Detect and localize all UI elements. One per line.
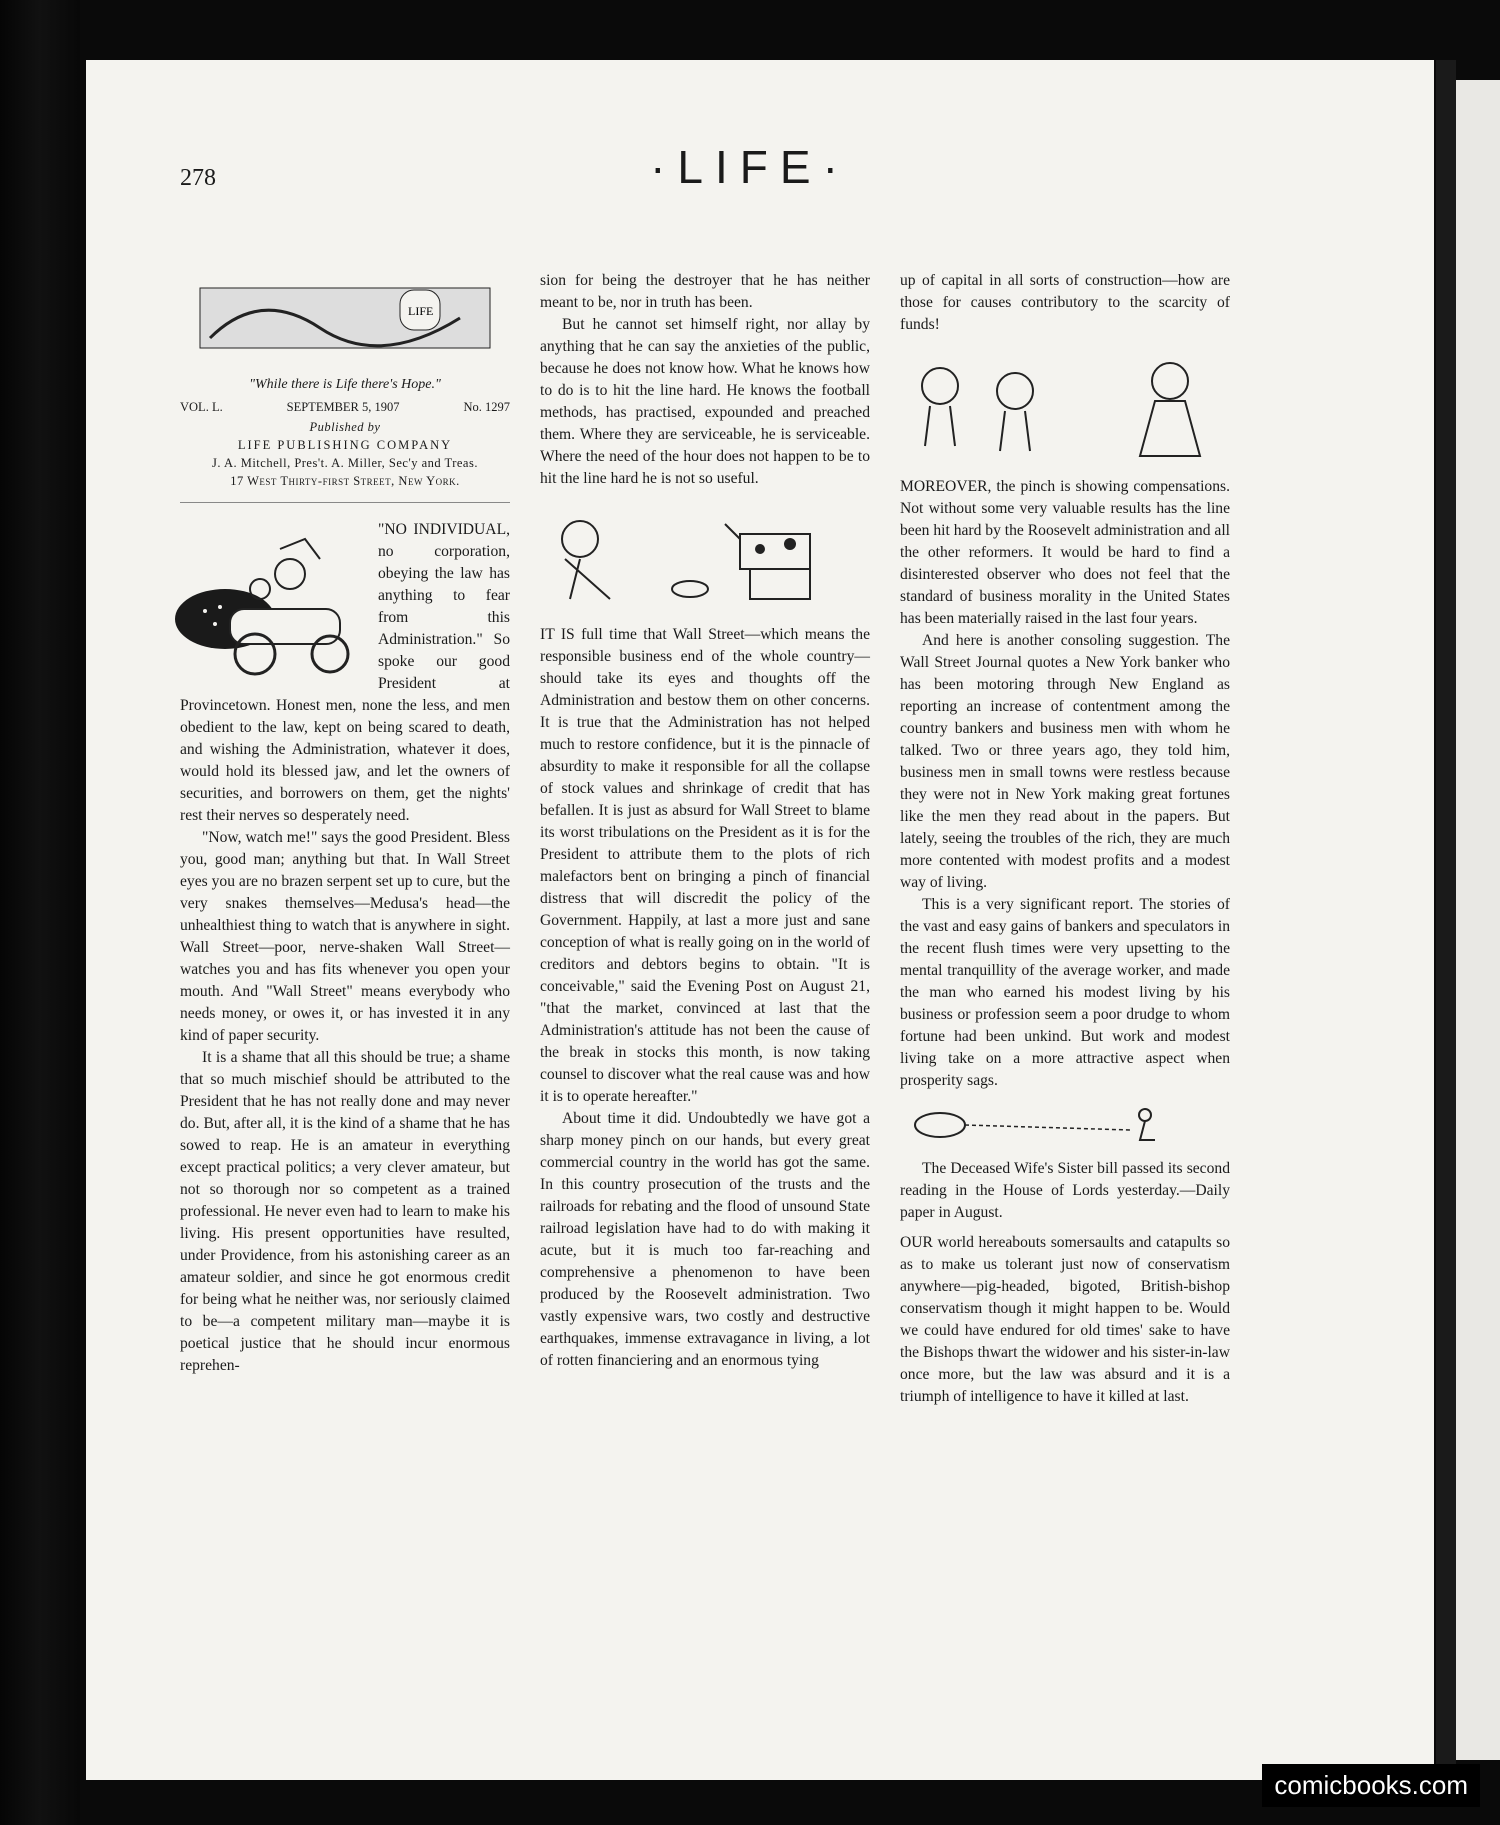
watermark: comicbooks.com	[1262, 1764, 1480, 1807]
issue-number: No. 1297	[463, 400, 510, 414]
column-1	[180, 268, 510, 1377]
officers: J. A. Mitchell, Pres't. A. Miller, Sec'y and Treas.	[212, 456, 478, 470]
paragraph: "Now, watch me!" says the good President. Bless you, good man; anything but that. In Wall Street eyes you are no brazen serpent set up to cure, but the very snakes themselves—Medusa's head—the unhealthiest thing to watch that is anywhere in sight. Wall Street—poor, nerve-shaken Wall Street—watches you and has fits whenever you open your mouth. And "Wall Street" means everybody who needs money, or owes it, or has invested it in any kind of paper security.	[180, 829, 510, 1044]
page-gutter	[1436, 60, 1456, 1780]
masthead-title: ·LIFE·	[650, 141, 850, 193]
column-2	[540, 270, 870, 1372]
paragraph: IT IS full time that Wall Street—which means the responsible business end of the whole country—should take its eyes and thoughts off the Administration and bestow them on other concerns. It is true that the Administration has not helped much to restore confidence, but it is the pinnacle of absurdity to make it responsible for all the collapse of stock values and shrinkage of credit that has befallen. It is just as absurd for Wall Street to blame its worst tribulations on the President as it is for the President to attribute them to the plots of rich malefactors bent on bringing a pinch of financial distress that will discredit the policy of the Government. Happily, at last a more just and sane conception of what is really going on in the world of creditors and debtors begins to obtain. "It is conceivable," said the Evening Post on August 21, "that the market, convinced at last that the Administration's attitude has not been the cause of the break in stocks this month, is now taking counsel to discover what the real cause was and how it is to operate hereafter."	[540, 626, 870, 1105]
paragraph: up of capital in all sorts of construction—how are those for causes contributory to the scarcity of funds!	[900, 272, 1230, 333]
toys-illustration	[540, 504, 870, 614]
paragraph: "NO INDIVIDUAL, no corporation, obeying the law has anything to fear from this Administration." So spoke our good President at Provincetown. Honest men, none the less, and men obedient to the law, kept on being scared to death, and wishing the Administration, whatever it does, would hold its blessed jaw, and let the owners of securities, and borrowers on them, get the nights' rest their nerves so desperately need.	[180, 521, 510, 824]
column-3	[900, 270, 1230, 1408]
book-spine-shadow	[0, 0, 80, 1825]
paragraph: OUR world hereabouts somersaults and catapults so as to make us tolerant just now of conservatism anywhere—pig-headed, bigoted, British-bishop conservatism though it might happen to be. Would we could have endured for old times' sake to have the Bishops thwart the widower and his sister-in-law once more, but the law was absurd and it is a triumph of intelligence to have it killed at last.	[900, 1234, 1230, 1405]
paragraph: It is a shame that all this should be true; a shame that so much mischief should be attributed to the President that he has not really done and may never do. But, after all, it is the kind of a shame that he has sowed to reap. He is an amateur in everything except practical politics; a very clever amateur, but not so thorough nor so competent as a trained professional. He never even had to learn to make his living. His present opportunities have resulted, under Providence, from his astonishing career as an amateur soldier, and since he got enormous credit for being what he neither was, nor seriously claimed to be—a competent military man—maybe it is poetical justice that he should incur enormous reprehen-	[180, 1049, 510, 1374]
paragraph: But he cannot set himself right, nor allay by anything that he can say the anxieties of the public, because he does not know how. What he knows how to do is to hit the line hard. He knows the football methods, has practised, expounded and preached them. Where they are serviceable, he is serviceable. Where the need of the hour does not happen to be to hit the line hard he is not so useful.	[540, 316, 870, 487]
roosevelt-car-illustration	[170, 519, 370, 689]
caption: The Deceased Wife's Sister bill passed its second reading in the House of Lords yesterday.—Daily paper in August.	[900, 1160, 1230, 1221]
issue-date: SEPTEMBER 5, 1907	[286, 400, 400, 414]
paragraph: And here is another consoling suggestion. The Wall Street Journal quotes a New York banker who has been motoring through New England as reporting an increase of contentment among the country bankers and business men with whom he talked. Two or three years ago, they told him, business men in small towns were restless because they were not in New York making great fortunes like the men they read about in the papers. But lately, seeing the troubles of the rich, they are much more contented with modest profits and a modest way of living.	[900, 632, 1230, 891]
publisher-name: LIFE PUBLISHING COMPANY	[237, 438, 453, 452]
paragraph: This is a very significant report. The stories of the vast and easy gains of bankers and speculators in the recent flush times were very upsetting to the mental tranquillity of the average worker, and made the man who earned his modest living by his business or profession seem a poor drudge to whom fortune had been unkind. But work and modest living take on a more attractive aspect when prosperity sags.	[900, 896, 1230, 1089]
published-by: Published by	[309, 420, 381, 434]
volume: VOL. L.	[180, 400, 223, 414]
page-number: 278	[180, 165, 216, 191]
divider	[180, 502, 510, 503]
children-illustration	[900, 346, 1230, 466]
paragraph: MOREOVER, the pinch is showing compensations. Not without some very valuable results has the line been hit hard by the Roosevelt administration and all the other reformers. It would be hard to find a disinterested observer who does not feel that the standard of business morality in the United States has been materially raised in the last four years.	[900, 478, 1230, 627]
next-page-edge	[1456, 80, 1500, 1760]
pig-and-man-illustration	[900, 1100, 1230, 1150]
life-tombstone-illustration	[180, 268, 510, 368]
issue-row	[180, 396, 510, 418]
svg-text:LIFE: LIFE	[408, 304, 434, 318]
publisher-address: 17 West Thirty-first Street, New York.	[230, 474, 460, 488]
paragraph: sion for being the destroyer that he has neither meant to be, nor in truth has been.	[540, 272, 870, 311]
paragraph: About time it did. Undoubtedly we have got a sharp money pinch on our hands, but every great commercial country in the world has got the same. In this country prosecution of the trusts and the railroads for rebating and the flood of unsound State railroad legislation have had to do with making it acute, but it is much too far-reaching and comprehensive a phenomenon to have been produced by the Roosevelt administration. Two vastly expensive wars, two costly and destructive earthquakes, immense extravagance in living, a lot of rotten financiering and an enormous tying	[540, 1110, 870, 1369]
motto: "While there is Life there's Hope."	[249, 377, 441, 392]
